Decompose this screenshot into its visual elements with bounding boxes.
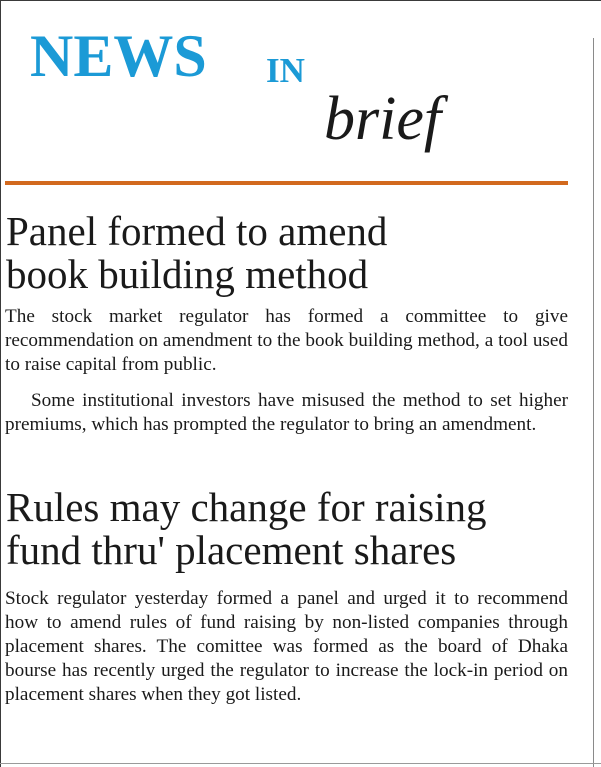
headline-line: fund thru' placement shares [6, 527, 457, 573]
article-paragraph: Stock regulator yesterday formed a panel and urged it to recommend how to amend rules of fund raising by non-listed companies through placement shares. The comittee was formed as the board of Dhaka bourse has recently urged the regulator to increase the lock-in period on placement shares when they got listed. [5, 588, 568, 705]
frame-bottom-border [0, 763, 601, 764]
headline-line: book building method [6, 251, 369, 297]
masthead-brief: brief [324, 85, 442, 153]
section-rule [5, 181, 568, 185]
masthead-in: IN [266, 51, 305, 90]
section-masthead [30, 23, 590, 166]
frame-left-border [0, 0, 1, 767]
frame-top-border [0, 0, 601, 1]
article-paragraph: Some institutional investors have misused the method to set higher premiums, which has prompted the regulator to bring an amendment. [5, 390, 568, 435]
article-headline [6, 210, 387, 296]
column-divider [593, 38, 594, 767]
masthead-news: NEWS [30, 23, 207, 89]
article-paragraph: The stock market regulator has formed a committee to give recommendation on amendment to the book building method, a tool used to raise capital from public. [5, 306, 568, 375]
article-headline [6, 486, 486, 572]
headline-line: Rules may change for raising [6, 484, 487, 530]
headline-line: Panel formed to amend [6, 208, 388, 254]
